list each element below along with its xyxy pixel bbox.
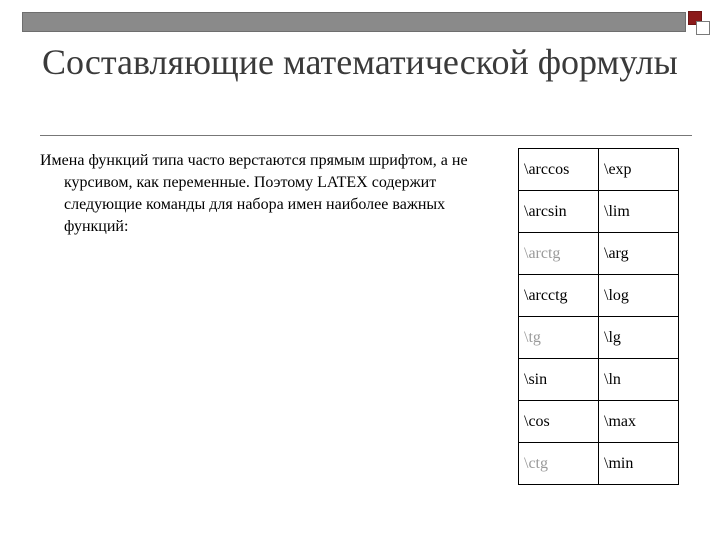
command-cell: \lim [599,191,679,233]
command-cell: \arcctg [519,275,599,317]
command-cell: \lg [599,317,679,359]
table-row [519,275,679,317]
table-row [519,149,679,191]
table-row [519,359,679,401]
function-commands-table [518,148,679,485]
command-cell: \exp [599,149,679,191]
command-cell: \arg [599,233,679,275]
slide-title: Составляющие математической формулы [42,42,678,82]
header-bar [22,12,686,32]
command-cell: \ctg [519,443,599,485]
table-row [519,191,679,233]
command-cell: \sin [519,359,599,401]
table-row [519,401,679,443]
table-row [519,233,679,275]
outline-square [696,21,710,35]
command-cell: \arccos [519,149,599,191]
command-cell: \tg [519,317,599,359]
command-cell: \cos [519,401,599,443]
table-row [519,443,679,485]
command-cell: \log [599,275,679,317]
command-cell: \arcsin [519,191,599,233]
command-cell: \max [599,401,679,443]
command-cell: \ln [599,359,679,401]
table-row [519,317,679,359]
command-cell: \arctg [519,233,599,275]
table-body [519,149,679,485]
command-cell: \min [599,443,679,485]
slide-body-text: Имена функций типа часто верстаются прямым шрифтом, а не курсивом, как переменные. Поэтому LATEX содержит следующие команды для набора имен наиболее важных функций: [40,152,468,235]
title-divider [40,135,692,136]
